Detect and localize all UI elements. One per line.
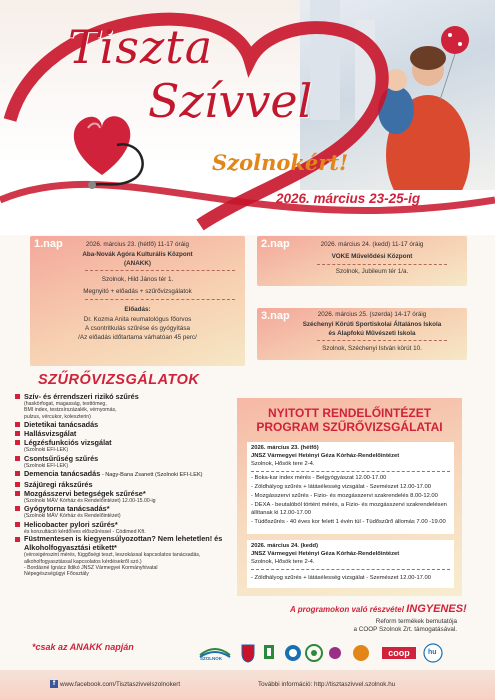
list-item-detail: (Szolnoki MÁV Kórház és Rendelőintézet) (24, 513, 121, 520)
open-clinic-panel (237, 398, 462, 596)
title-line2: Szívvel (148, 74, 313, 128)
day3-address: Szolnok, Széchenyi István körút 10. (322, 345, 422, 352)
free-entry-text (290, 603, 467, 615)
list-item: Szájüregi rákszűrés (14, 480, 244, 489)
screenings-list (14, 392, 244, 578)
list-item: Szív- és érrendszeri rizikó szűrés (14, 392, 244, 401)
free-prefix: A programokon való részvétel (290, 605, 407, 614)
day3-when: 2026. március 25. (szerda) 14-17 óráig (317, 311, 427, 318)
lek-logo (284, 643, 302, 663)
open-clinic-title-line1: NYITOTT RENDELŐINTÉZET (267, 406, 432, 420)
szolnok-logo-text: SZOLNOK (200, 656, 222, 661)
list-item-detail: és konzultáció kérdőíves előszűréssel - Cödimed Kft. (24, 528, 146, 535)
day1-venue-line2: (ANAKK) (124, 260, 151, 267)
day1-label: 1.nap (34, 238, 63, 250)
block2-date: 2026. március 24. (kedd) (251, 543, 319, 549)
mav-logo (304, 643, 324, 663)
screenings-title: SZŰRŐVIZSGÁLATOK (38, 372, 200, 388)
coat-of-arms-logo (240, 643, 256, 663)
day3-card (257, 308, 467, 360)
list-item: Hallásvizsgálat (14, 429, 244, 438)
hero-banner (0, 0, 495, 235)
coop-logo-text: coop (382, 647, 416, 659)
block1-address: Szolnok, Hősök tere 2-4. (251, 461, 315, 467)
list-item-detail: (Szolnoki EFI-LEK) (24, 462, 69, 469)
day2-venue: VOKE Művelődési Központ (331, 253, 413, 260)
block1-line: állítanak ki 12.00-17.00 (251, 510, 311, 516)
open-clinic-title-line2: PROGRAM SZŰRŐVIZSGÁLATAI (256, 420, 443, 434)
day2-label: 2.nap (261, 238, 290, 250)
coop-logo (382, 643, 416, 663)
website-link[interactable]: http://tisztaszivvel.szolnok.hu (314, 681, 396, 688)
block1-venue: JNSZ Vármegyei Hetényi Géza Kórház-Rendelőintézet (251, 453, 400, 459)
list-item-detail: alkoholfogyasztással kapcsolatos kérdésekről szó.) (24, 558, 142, 565)
list-item: Csontsűrűség szűrés (14, 454, 244, 463)
list-item-name: Demencia tanácsadás (24, 469, 101, 479)
list-item-suffix: - Nagy-Bana Zsanett (Szolnoki EFI-LEK) (100, 472, 203, 479)
website-label: További információ: (258, 681, 313, 688)
title-line1: Tiszta (68, 20, 214, 74)
day3-venue-line2: és Alapfokú Művészeti Iskola (328, 330, 416, 337)
ear-logo (346, 643, 376, 663)
szolnok-logo (196, 643, 234, 663)
facebook-icon: f (50, 680, 58, 688)
day1-lecture-label: Előadás: (124, 306, 151, 313)
day1-lecture-line2: A csontritkulás szűrése és gyógyítása (85, 325, 190, 332)
list-item: Gyógytorna tanácsadás* (14, 504, 244, 513)
list-item: Dietetikai tanácsadás (14, 420, 244, 429)
heart-stethoscope-icon (62, 100, 172, 190)
list-item-detail: Népegészségügyi Főosztály (24, 571, 89, 578)
list-item-detail: (haskörfogat, magasság, testtömeg, (24, 401, 107, 407)
hu-logo-text: hu (428, 649, 437, 656)
free-highlight: INGYENES! (406, 603, 467, 615)
day1-when: 2026. március 23. (hétfő) 11-17 óráig (85, 241, 190, 248)
list-item: Füstmentesen is kiegyensúlyozottan? Nem lehetetlen! és Alkoholfogyasztási etikett* (14, 535, 244, 552)
divider (85, 270, 235, 271)
list-item: Légzésfunkciós vizsgálat (14, 438, 244, 447)
event-date: 2026. március 23-25-ig (276, 191, 421, 206)
open-clinic-block-1 (247, 442, 454, 534)
hu-logo (422, 643, 444, 663)
block2-address: Szolnok, Hősök tere 2-4. (251, 559, 315, 565)
footer (0, 670, 495, 700)
list-item-detail: (Szolnoki EFI-LEK) (24, 447, 69, 454)
day1-card (30, 236, 245, 366)
day3-label: 3.nap (261, 310, 290, 322)
day1-program: Megnyitó + előadás + szűrővizsgálatok (83, 288, 192, 295)
reform-line1: Reform termékek bemutatója (375, 618, 457, 625)
divider (317, 264, 447, 265)
day1-lecture-line3: /Az előadás időtartama várhatóan 45 perc/ (78, 334, 197, 341)
divider (85, 299, 235, 300)
day2-when: 2026. március 24. (kedd) 11-17 óráig (320, 241, 424, 248)
block2-line: - Zöldhályog szűrés + látásélesség vizsgálat - Szemészet 12.00-17.00 (251, 575, 431, 581)
website-info (258, 681, 395, 688)
block1-line: - Tüdőszűrés - 40 éves kor felett 1 évén túl - Tüdőszűrő állomás 7.00 -19.00 (251, 519, 446, 525)
list-item-detail: pulzus, vércukor, koleszterin) (24, 413, 91, 420)
block2-venue: JNSZ Vármegyei Hetényi Géza Kórház-Rendelőintézet (251, 551, 400, 557)
sponsor-logos (196, 643, 486, 665)
list-item-detail: - Bordásné Ignácz Ildikó JNSZ Vármegyei Kormányhivatal (24, 565, 158, 572)
divider (251, 471, 450, 472)
hearing-logo (328, 643, 342, 663)
list-item-detail: BMI index, testzsírszázalék, vérnyomás, (24, 407, 117, 414)
list-item: Helicobacter pylori szűrés* (14, 520, 244, 529)
block1-line: - DEXA - beutalóból történt mérés, a Fizio- és mozgásszervi szakrendelésen (251, 502, 447, 508)
block1-line: - Boka-kar index mérés - Belgyógyászat 12.00-17.00 (251, 475, 387, 481)
reform-text (337, 618, 457, 634)
day1-lecture-line1: Dr. Kozma Anita reumatológus főorvos (83, 316, 192, 323)
anakk-note: *csak az ANAKK napján (32, 642, 134, 652)
list-item: Mozgásszervi betegségek szűrése* (14, 489, 244, 498)
title-line3: Szolnokért! (212, 150, 349, 175)
divider (317, 340, 447, 341)
list-item-detail: (véroxigénszint mérés, függőségi teszt, leszokással kapcsolatos tanácsadás, (24, 552, 201, 559)
day2-card (257, 236, 467, 286)
day3-venue-line1: Széchenyi Körúti Sportiskolai Általános Iskola (302, 321, 442, 328)
divider (251, 569, 450, 570)
reform-line2: a COOP Szolnok Zrt. támogatásával. (353, 626, 457, 633)
list-item-detail: (Szolnoki MÁV Kórház és Rendelőintézet) 12.00-15.00-ig (24, 498, 156, 505)
block1-date: 2026. március 23. (hétfő) (251, 445, 319, 451)
facebook-link[interactable]: www.facebook.com/Tisztaszivvelszolnokert (60, 681, 181, 688)
government-office-logo (260, 643, 278, 663)
day1-address: Szolnok, Hild János tér 1. (101, 276, 174, 283)
day2-address: Szolnok, Jubileum tér 1/a. (335, 268, 409, 275)
block1-line: - Mozgásszervi szűrés - Fizio- és mozgásszervi szakrendelés 8.00-12.00 (251, 493, 438, 499)
open-clinic-block-2 (247, 540, 454, 588)
block1-line: - Zöldhályog szűrés + látásélesség vizsgálat - Szemészet 12.00-17.00 (251, 484, 431, 490)
list-item (14, 469, 244, 480)
day1-venue-line1: Aba-Novák Agóra Kulturális Központ (82, 251, 193, 258)
